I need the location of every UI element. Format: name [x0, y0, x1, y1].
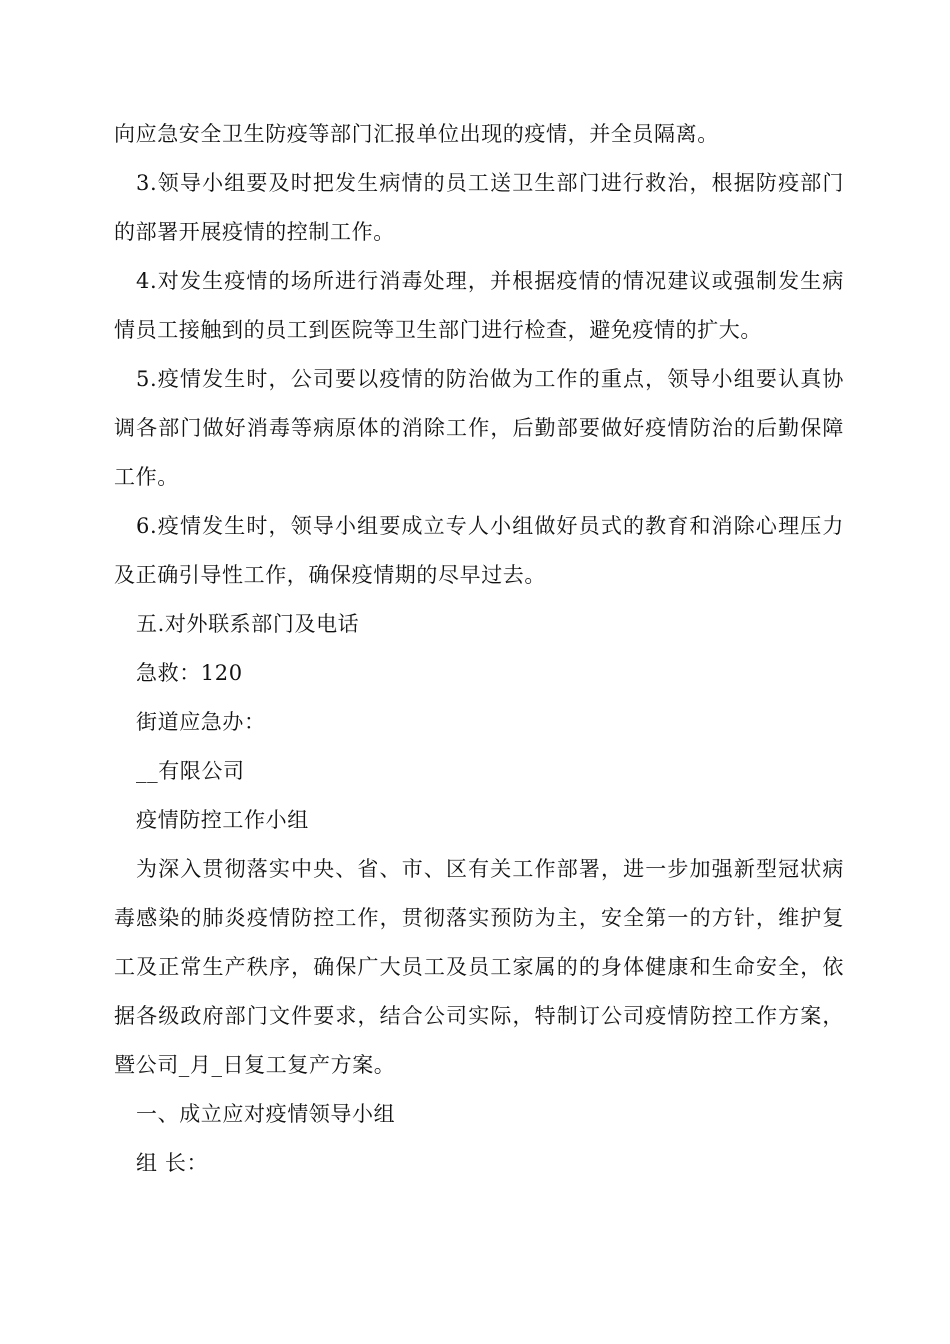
company-name: __有限公司 — [136, 759, 245, 783]
paragraph-continuation: 向应急安全卫生防疫等部门汇报单位出现的疫情，并全员隔离。 — [114, 122, 719, 146]
paragraph-item-4: 4.对发生疫情的场所进行消毒处理，并根据疫情的情况建议或强制发生病情员工接触到的员工到医院等卫生部门进行检查，避免疫情的扩大。 — [114, 269, 844, 342]
section-heading-contacts: 五.对外联系部门及电话 — [136, 612, 360, 636]
contact-emergency: 急救：120 — [136, 661, 243, 685]
group-leader-label: 组 长： — [136, 1151, 209, 1175]
contact-street-office: 街道应急办： — [136, 710, 266, 734]
paragraph-intro: 为深入贯彻落实中央、省、市、区有关工作部署，进一步加强新型冠状病毒感染的肺炎疫情防控工作，贯彻落实预防为主，安全第一的方针，维护复工及正常生产秩序，确保广大员工及员工家属的的身体健康和生命安全，依据各级政府部门文件要求，结合公司实际，特制订公司疫情防控工作方案，暨公司_月_日复工复产方案。 — [114, 857, 844, 1077]
paragraph-item-6: 6.疫情发生时，领导小组要成立专人小组做好员式的教育和消除心理压力及正确引导性工作，确保疫情期的尽早过去。 — [114, 514, 844, 587]
section-heading-leadership: 一、成立应对疫情领导小组 — [136, 1102, 396, 1126]
paragraph-item-3: 3.领导小组要及时把发生病情的员工送卫生部门进行救治，根据防疫部门的部署开展疫情的控制工作。 — [114, 171, 844, 244]
working-group-name: 疫情防控工作小组 — [136, 808, 309, 832]
paragraph-item-5: 5.疫情发生时，公司要以疫情的防治做为工作的重点，领导小组要认真协调各部门做好消毒等病原体的消除工作，后勤部要做好疫情防治的后勤保障工作。 — [114, 367, 844, 489]
document-body — [114, 110, 844, 1188]
